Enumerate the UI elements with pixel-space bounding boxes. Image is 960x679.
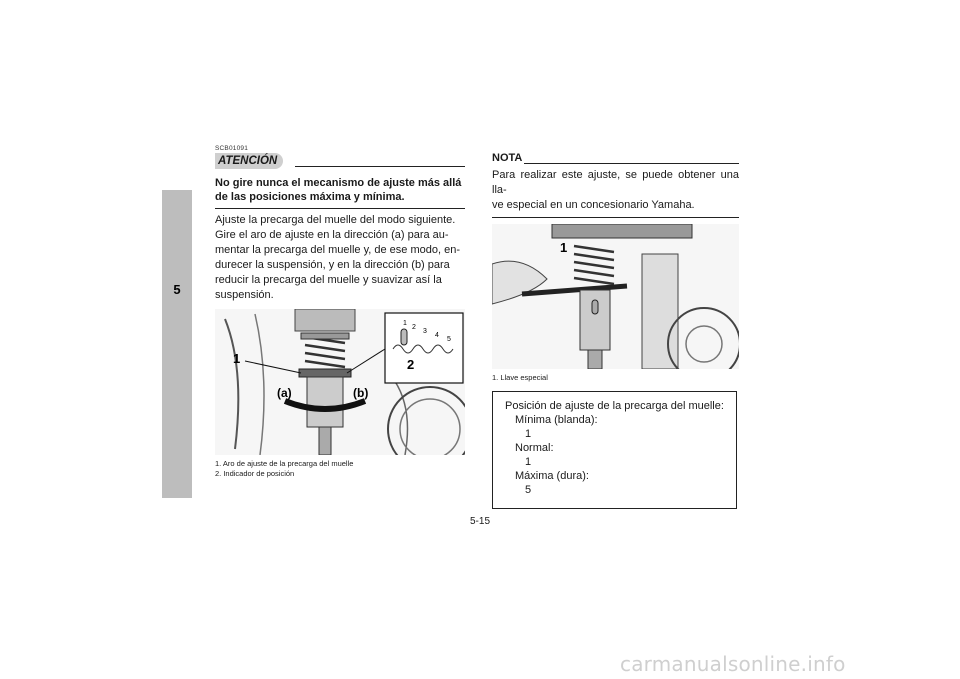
preload-spec-box bbox=[492, 391, 737, 509]
body-line: Gire el aro de ajuste en la dirección (a) para au- bbox=[215, 229, 449, 241]
left-column bbox=[215, 145, 465, 479]
figure-caption: 1. Llave especial bbox=[492, 373, 548, 382]
note-label: NOTA bbox=[492, 152, 523, 164]
caption-line: 2. Indicador de posición bbox=[215, 469, 295, 478]
spec-label-maximum: Máxima (dura): bbox=[515, 470, 589, 482]
body-line: Ajuste la precarga del muelle del modo siguiente. bbox=[215, 214, 456, 226]
position-indicator-inset bbox=[385, 313, 463, 383]
note-line: ve especial en un concesionario Yamaha. bbox=[492, 199, 695, 211]
instruction-paragraph bbox=[215, 213, 465, 303]
note-rule bbox=[524, 163, 739, 164]
shock-absorber-figure bbox=[215, 309, 465, 455]
body-line: durecer la suspensión, y en la dirección (b) para bbox=[215, 259, 450, 271]
spec-value-minimum: 1 bbox=[525, 428, 532, 440]
direction-a-label: (a) bbox=[277, 386, 292, 400]
callout-1: 1 bbox=[560, 240, 568, 255]
warning-line: de las posiciones máxima y mínima. bbox=[215, 191, 405, 203]
note-paragraph bbox=[492, 168, 739, 213]
shock-absorber-illustration bbox=[215, 309, 465, 455]
attention-rule bbox=[295, 166, 465, 167]
scale-mark: 1 bbox=[403, 320, 407, 327]
section-tab bbox=[162, 190, 192, 498]
scale-mark: 2 bbox=[412, 324, 416, 331]
scale-mark: 3 bbox=[423, 328, 427, 335]
special-wrench-illustration bbox=[492, 224, 739, 369]
spec-value-maximum: 5 bbox=[525, 484, 532, 496]
right-column bbox=[492, 150, 739, 509]
scale-mark: 5 bbox=[447, 336, 451, 343]
attention-header bbox=[215, 153, 465, 173]
page-number: 5-15 bbox=[469, 516, 490, 527]
caption-line: 1. Aro de ajuste de la precarga del muelle bbox=[215, 459, 354, 468]
body-line: reducir la precarga del muelle y suavizar así la bbox=[215, 274, 442, 286]
adjusting-ring bbox=[299, 369, 351, 377]
note-line: Para realizar este ajuste, se puede obtener una lla- bbox=[492, 169, 739, 196]
warning-line: No gire nunca el mecanismo de ajuste más allá bbox=[215, 177, 462, 189]
spec-label-normal: Normal: bbox=[515, 442, 554, 454]
figure-captions bbox=[215, 459, 465, 479]
callout-2: 2 bbox=[407, 357, 415, 372]
warning-end-rule bbox=[215, 208, 465, 209]
callout-1: 1 bbox=[233, 351, 241, 366]
section-number: 5 bbox=[173, 282, 181, 297]
special-wrench-figure bbox=[492, 224, 739, 369]
attention-label: ATENCIÓN bbox=[215, 153, 283, 169]
spec-title: Posición de ajuste de la precarga del muelle: bbox=[505, 400, 724, 412]
direction-b-label: (b) bbox=[353, 386, 369, 400]
body-line: suspensión. bbox=[215, 289, 274, 301]
spec-value-normal: 1 bbox=[525, 456, 532, 468]
watermark: carmanualsonline.info bbox=[620, 652, 846, 676]
note-end-rule bbox=[492, 217, 739, 218]
spec-label-minimum: Mínima (blanda): bbox=[515, 414, 598, 426]
reference-code: SCB01091 bbox=[215, 145, 249, 152]
scale-mark: 4 bbox=[435, 332, 439, 339]
warning-text bbox=[215, 176, 465, 204]
body-line: mentar la precarga del muelle y, de ese modo, en- bbox=[215, 244, 460, 256]
note-header bbox=[492, 150, 739, 166]
